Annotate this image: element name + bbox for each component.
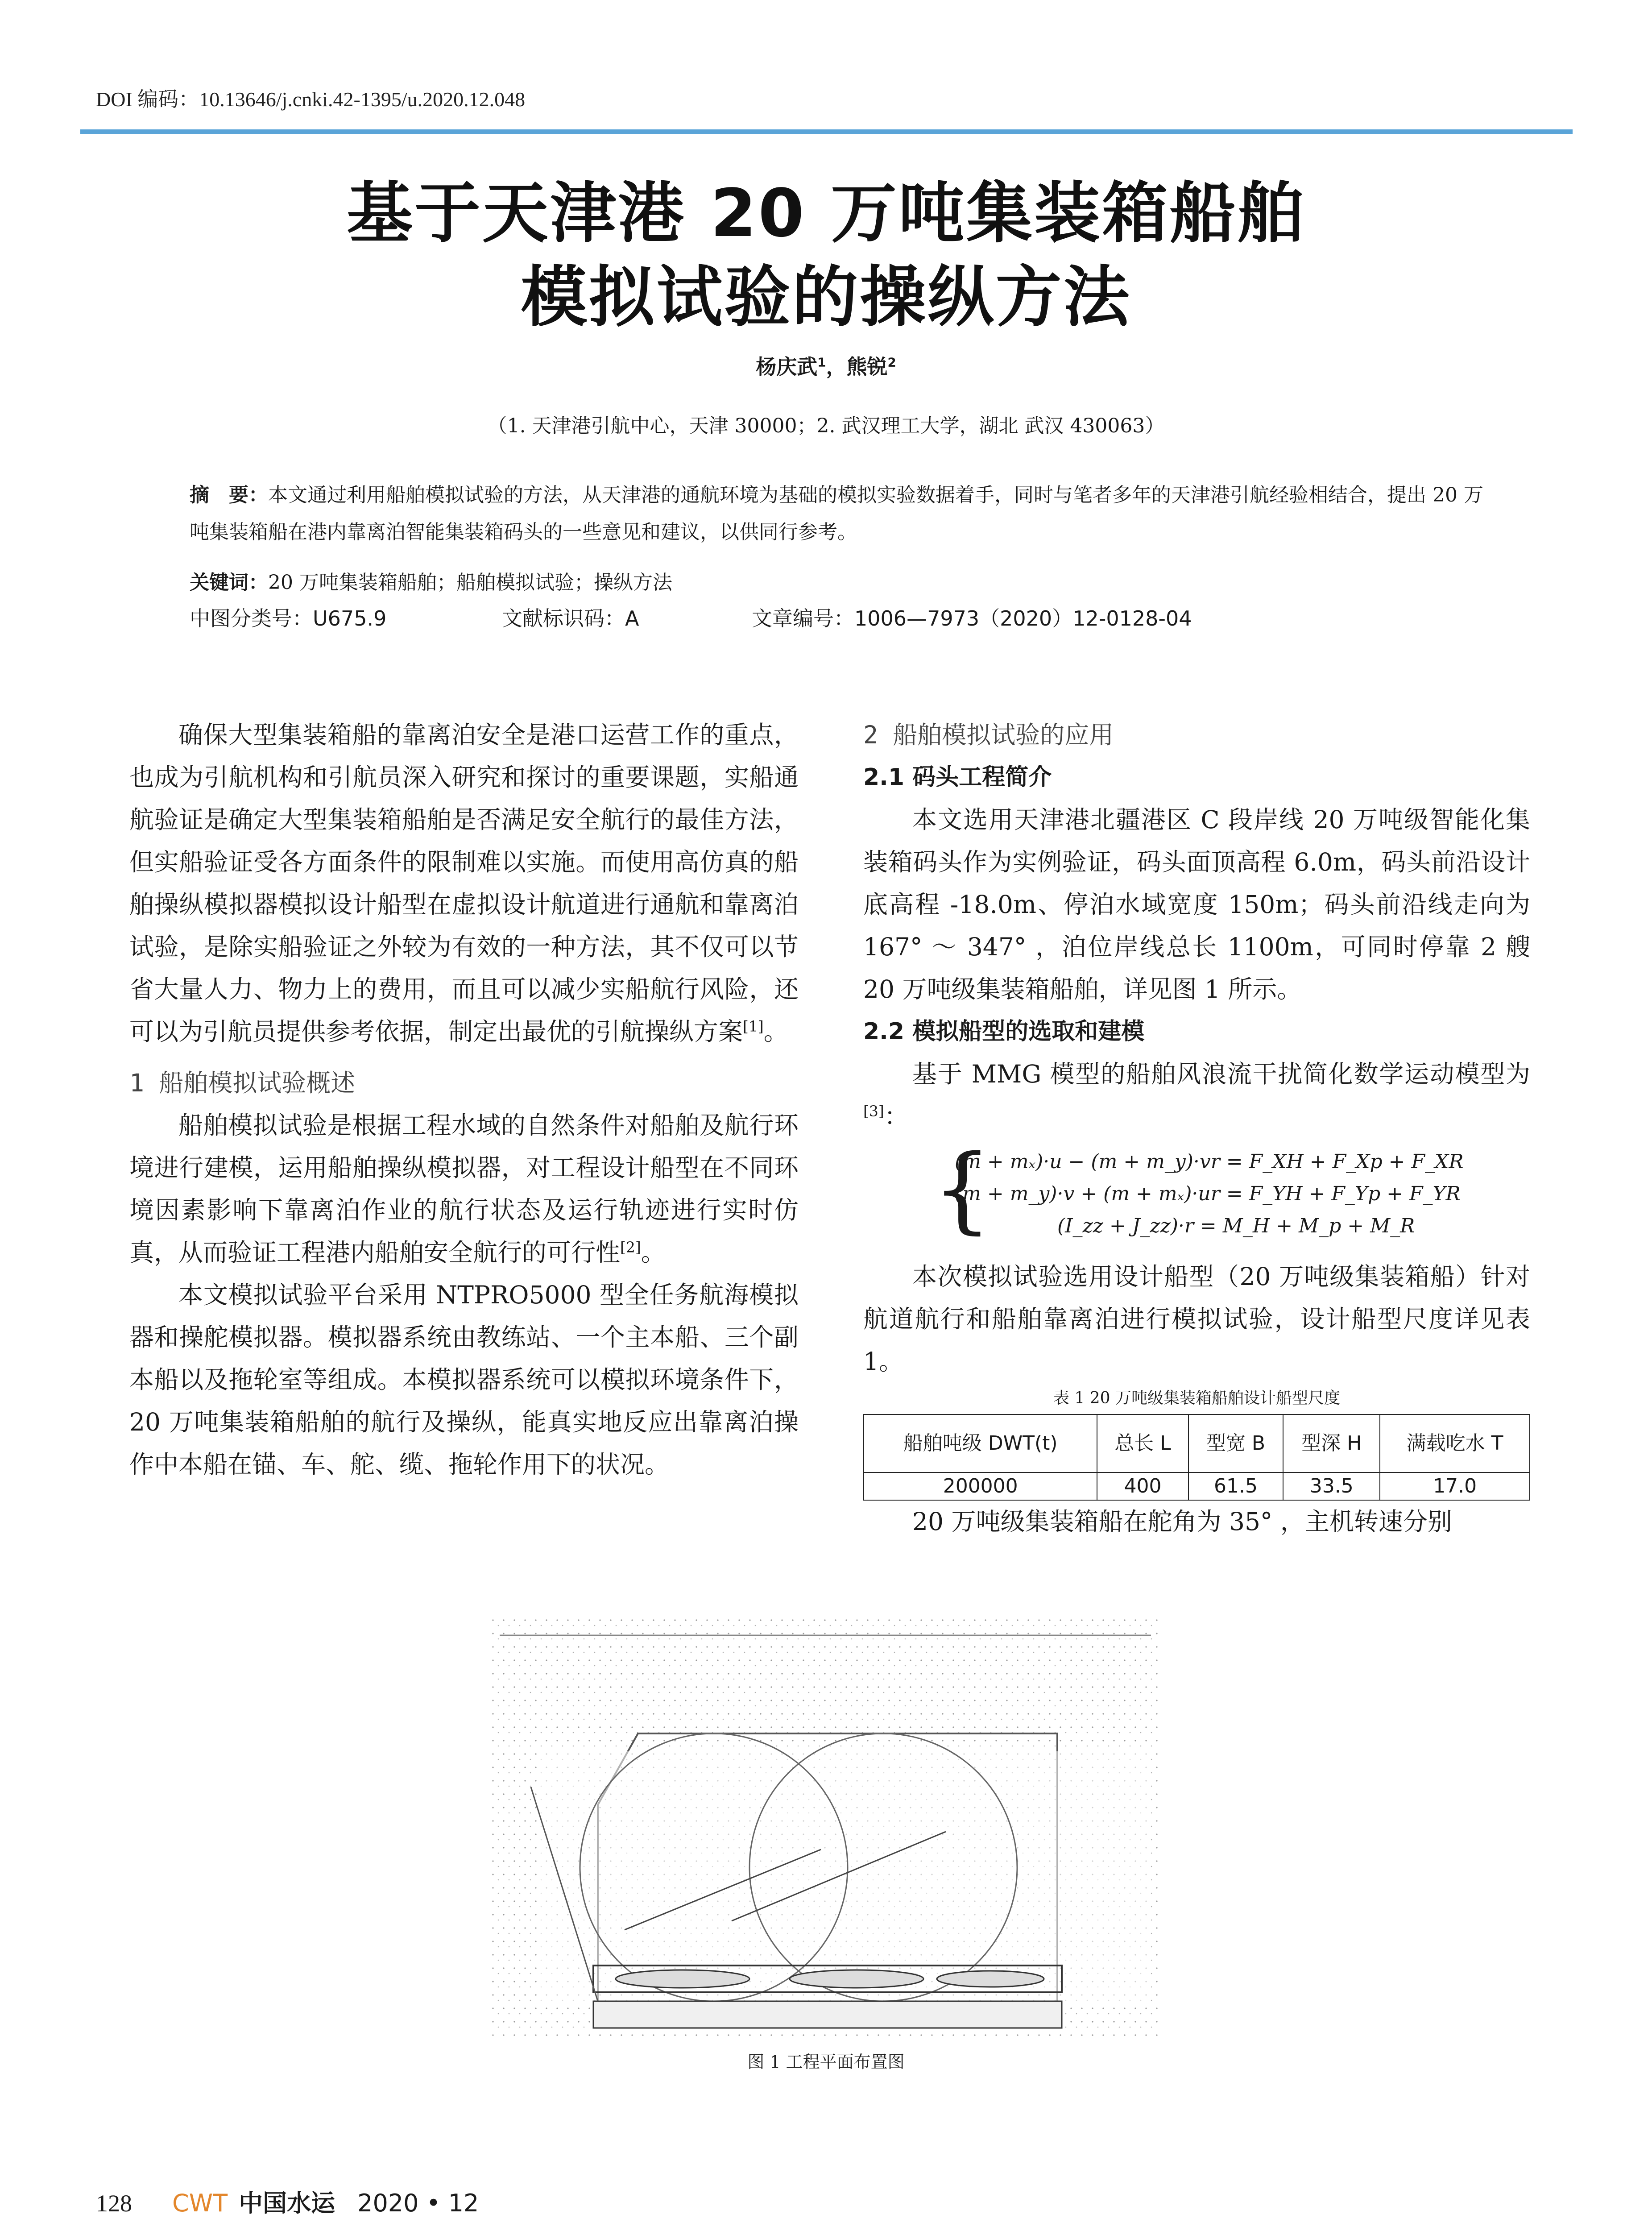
author-2: 熊锐 bbox=[846, 355, 888, 379]
author-2-affil: 2 bbox=[887, 355, 896, 370]
article-number: 文章编号：1006—7973（2020）12-0128-04 bbox=[752, 606, 1192, 630]
table-header-cell: 船舶吨级 DWT(t) bbox=[864, 1414, 1097, 1472]
journal-logo: CWT bbox=[172, 2189, 228, 2217]
author-separator: ， bbox=[826, 355, 847, 379]
abstract-label: 摘 要： bbox=[190, 484, 269, 506]
table-cell: 400 bbox=[1097, 1472, 1188, 1500]
left-paragraph-3: 本文模拟试验平台采用 NTPRO5000 型全任务航海模拟器和操舵模拟器。模拟器系统由教练站、一个主本船、三个副本船以及拖轮室等组成。本模拟器系统可以模拟环境条件下，20 万吨集装箱船舶的航行及操纵，能真实地反应出靠离泊操作中本船在锚、车、舵、缆、拖轮作用下的状况。 bbox=[129, 1281, 799, 1479]
section-1-heading: 1 船舶模拟试验概述 bbox=[129, 1069, 356, 1097]
mmg-equation-system bbox=[932, 1134, 1530, 1244]
classification-line bbox=[190, 600, 1483, 637]
table-header-cell: 总长 L bbox=[1097, 1414, 1188, 1472]
table-header-cell: 型宽 B bbox=[1188, 1414, 1284, 1472]
doi-line: DOI 编码：10.13646/j.cnki.42-1395/u.2020.12.048 bbox=[96, 88, 526, 111]
keywords bbox=[190, 564, 1483, 601]
section-2-2-heading: 2.2 模拟船型的选取和建模 bbox=[863, 1018, 1145, 1045]
table-row bbox=[864, 1472, 1530, 1500]
table-header-row bbox=[864, 1414, 1530, 1472]
abstract bbox=[190, 477, 1483, 551]
berthed-ship-3 bbox=[937, 1971, 1044, 1987]
project-layout-figure bbox=[491, 1617, 1160, 2037]
equation-1: (m + mₓ)·u − (m + m_y)·vr = F_XH + F_Xp + F_XR bbox=[955, 1150, 1464, 1173]
author-1-affil: 1 bbox=[817, 355, 826, 370]
title-line-2: 模拟试验的操纵方法 bbox=[521, 259, 1131, 336]
ref-2: [2] bbox=[620, 1238, 641, 1256]
berthed-ship-2 bbox=[790, 1970, 923, 1988]
header-rule bbox=[80, 129, 1573, 134]
table-header-cell: 型深 H bbox=[1283, 1414, 1380, 1472]
keywords-label: 关键词： bbox=[190, 571, 268, 594]
journal-name: 中国水运 bbox=[239, 2189, 335, 2217]
abstract-text: 本文通过利用船舶模拟试验的方法，从天津港的通航环境为基础的模拟实验数据着手，同时与笔者多年的天津港引航经验相结合，提出 20 万吨集装箱船在港内靠离泊智能集装箱码头的一些意见和建议，以供同行参考。 bbox=[190, 484, 1484, 543]
keywords-text: 20 万吨集装箱船舶；船舶模拟试验；操纵方法 bbox=[268, 571, 672, 594]
table-cell: 33.5 bbox=[1283, 1472, 1380, 1500]
section-2-1-heading: 2.1 码头工程简介 bbox=[863, 764, 1052, 791]
page-footer bbox=[96, 2184, 479, 2219]
left-paragraph-1: 确保大型集装箱船的靠离泊安全是港口运营工作的重点，也成为引航机构和引航员深入研究和探讨的重要课题，实船通航验证是确定大型集装箱船舶是否满足安全航行的最佳方法，但实船验证受各方面条件的限制难以实施。而使用高仿真的船舶操纵模拟器模拟设计船型在虚拟设计航道进行通航和靠离泊试验，是除实船验证之外较为有效的一种方法，其不仅可以节省大量人力、物力上的费用，而且可以减少实船航行风险，还可以为引航员提供参考依据，制定出最优的引航操纵方案[1]。 bbox=[129, 721, 799, 1046]
figure-caption: 图 1 工程平面布置图 bbox=[747, 2052, 905, 2072]
left-column bbox=[129, 714, 799, 1486]
left-paragraph-2: 船舶模拟试验是根据工程水域的自然条件对船舶及航行环境进行建模，运用船舶操纵模拟器，对工程设计船型在不同环境因素影响下靠离泊作业的航行状态及运行轨迹进行实时仿真，从而验证工程港内船舶安全航行的可行性[2]。 bbox=[129, 1111, 799, 1267]
table-cell: 200000 bbox=[864, 1472, 1097, 1500]
affiliation: （1. 天津港引航中心，天津 30000；2. 武汉理工大学，湖北 武汉 430063） bbox=[487, 415, 1165, 437]
table-cell: 17.0 bbox=[1380, 1472, 1530, 1500]
water-area bbox=[540, 1751, 1151, 2001]
right-paragraph-4: 20 万吨级集装箱船在舵角为 35° ，主机转速分别 bbox=[912, 1507, 1452, 1536]
author-1: 杨庆武 bbox=[756, 355, 818, 379]
equation-3: (I_zz + J_zz)·r = M_H + M_p + M_R bbox=[1057, 1215, 1415, 1237]
right-paragraph-2: 基于 MMG 模型的船舶风浪流干扰简化数学运动模型为[3]： bbox=[863, 1060, 1530, 1131]
berthed-ship-1 bbox=[616, 1970, 749, 1988]
wharf-apron bbox=[593, 2001, 1062, 2028]
title-line-1: 基于天津港 20 万吨集装箱船舶 bbox=[346, 175, 1305, 252]
clc-number: 中图分类号：U675.9 bbox=[190, 606, 387, 630]
right-column bbox=[863, 714, 1530, 1543]
right-paragraph-3: 本次模拟试验选用设计船型（20 万吨级集装箱船）针对航道航行和船舶靠离泊进行模拟试验，设计船型尺度详见表 1。 bbox=[863, 1262, 1530, 1376]
table-caption: 表 1 20 万吨级集装箱船舶设计船型尺度 bbox=[1053, 1389, 1341, 1407]
document-code: 文献标识码：A bbox=[502, 606, 639, 630]
ref-3: [3] bbox=[863, 1102, 884, 1120]
table-header-cell: 满载吃水 T bbox=[1380, 1414, 1530, 1472]
authors bbox=[0, 351, 1652, 380]
ship-dimension-table bbox=[863, 1414, 1530, 1501]
section-2-heading: 2 船舶模拟试验的应用 bbox=[863, 721, 1114, 749]
page-number: 128 bbox=[96, 2190, 132, 2217]
table-cell: 61.5 bbox=[1188, 1472, 1284, 1500]
equation-brace: { bbox=[932, 1134, 992, 1244]
equation-2: (m + m_y)·v + (m + mₓ)·ur = F_YH + F_Yp + F_YR bbox=[955, 1182, 1461, 1205]
issue-date: 2020 • 12 bbox=[357, 2189, 479, 2217]
ref-1: [1] bbox=[743, 1017, 764, 1035]
right-paragraph-1: 本文选用天津港北疆港区 C 段岸线 20 万吨级智能化集装箱码头作为实例验证，码头面顶高程 6.0m，码头前沿设计底高程 -18.0m、停泊水域宽度 150m；码头前沿线走向为 167° ～ 347° ，泊位岸线总长 1100m，可同时停靠 2 艘 20 万吨级集装箱船舶，详见图 1 所示。 bbox=[863, 805, 1530, 1004]
